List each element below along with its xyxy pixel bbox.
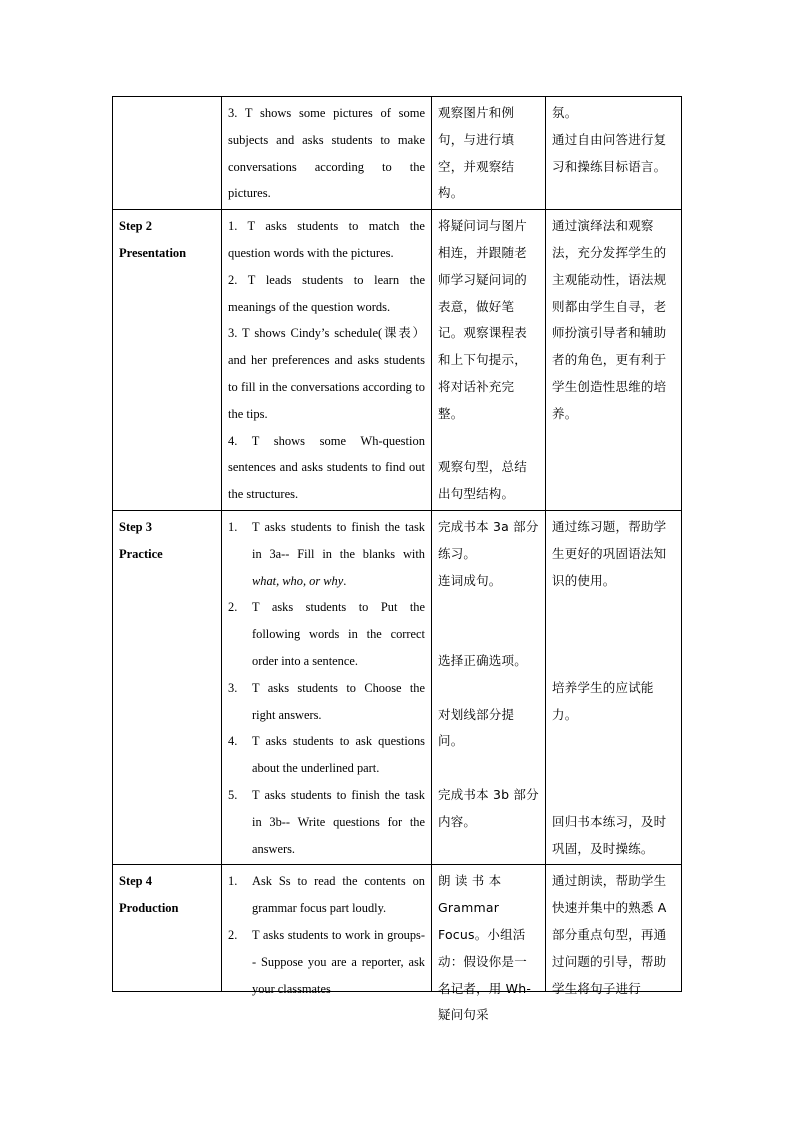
purpose-text: 通过练习题，帮助学生更好的巩固语法知识的使用。 [552,518,667,588]
activity-text: 将疑问词与图片相连，并跟随老师学习疑问词的表意，做好笔记。观察课程表和上下句提示，将对话补充完整。 [438,218,527,421]
step-title: Practice [119,546,163,561]
table-row [113,510,682,864]
procedure-text: 4. T shows some Wh-question sentences and asks students to find out the structures. [228,433,425,502]
table-row [113,97,682,210]
step-cell [113,210,222,511]
activity-text: 朗 读 书 本 Grammar Focus。小组活动：假设你是一名记者，用 Wh-疑问句采 [438,873,532,1023]
procedure-list [228,868,425,1002]
purpose-text: 通过自由问答进行复习和操练目标语言。 [552,131,667,174]
step-cell [113,97,222,210]
procedure-cell [222,97,432,210]
step-number: Step 4 [119,874,152,889]
purpose-cell [546,865,682,996]
activity-cell [432,97,546,210]
list-item: 5. T asks students to finish the task in 3b-- Write questions for the answers. [228,787,425,856]
activity-text: 完成书本 3a 部分练习。 [438,518,539,561]
list-item: 2. T asks students to work in groups-- Suppose you are a reporter, ask your classmates [228,927,425,996]
activity-cell [432,865,546,1023]
activity-text: 连词成句。 [438,572,502,588]
step-cell [113,865,222,992]
procedure-list [228,514,425,862]
step-title: Production [119,901,179,916]
purpose-text: 氛。 [552,105,578,120]
procedure-text: 3. T shows Cindy’s schedule(课表）and her preferences and asks students to fill in the conversations according to the tips. [228,326,425,421]
activity-cell [432,210,546,511]
purpose-cell [546,97,682,210]
activity-text: 选择正确选项。 [438,652,527,668]
purpose-cell [546,510,682,864]
purpose-cell [546,210,682,511]
table-row [113,865,682,992]
purpose-text: 培养学生的应试能力。 [552,679,654,722]
step-title: Presentation [119,245,187,260]
procedure-text: 3. T shows some pictures of some subjects and asks students to make conversations according to the pictures. [228,106,425,201]
activity-cell [432,510,546,864]
table-row [113,210,682,511]
step-number: Step 3 [119,519,152,534]
list-item: 1. T asks students to finish the task in 3a-- Fill in the blanks with what, who, or why. [228,519,425,588]
activity-text: 观察图片和例句，与进行填空，并观察结构。 [438,105,515,201]
list-item: 1. Ask Ss to read the contents on grammar focus part loudly. [228,874,425,916]
list-item: 4. T asks students to ask questions about the underlined part. [228,734,425,776]
purpose-text: 通过演绎法和观察法，充分发挥学生的主观能动性，语法规则都由学生自寻，老师扮演引导者和辅助者的角色，更有利于学生创造性思维的培养。 [552,218,667,421]
activity-text: 对划线部分提问。 [438,706,515,749]
lesson-plan-table [112,96,682,1023]
step-number: Step 2 [119,219,152,234]
procedure-cell [222,210,432,511]
list-item: 2. T asks students to Put the following words in the correct order into a sentence. [228,600,425,668]
procedure-cell [222,510,432,864]
activity-text: 完成书本 3b 部分内容。 [438,786,539,829]
procedure-cell [222,865,432,996]
procedure-text: 1. T asks students to match the question words with the pictures. [228,219,425,260]
list-item: 3. T asks students to Choose the right answers. [228,680,425,722]
procedure-text: 2. T leads students to learn the meanings of the question words. [228,272,425,314]
step-cell [113,510,222,864]
purpose-text: 通过朗读，帮助学生快速并集中的熟悉 A 部分重点句型，再通过问题的引导，帮助学生将句子进行 [552,873,667,996]
purpose-text: 回归书本练习，及时巩固，及时操练。 [552,813,667,856]
activity-text: 观察句型，总结出句型结构。 [438,459,527,502]
